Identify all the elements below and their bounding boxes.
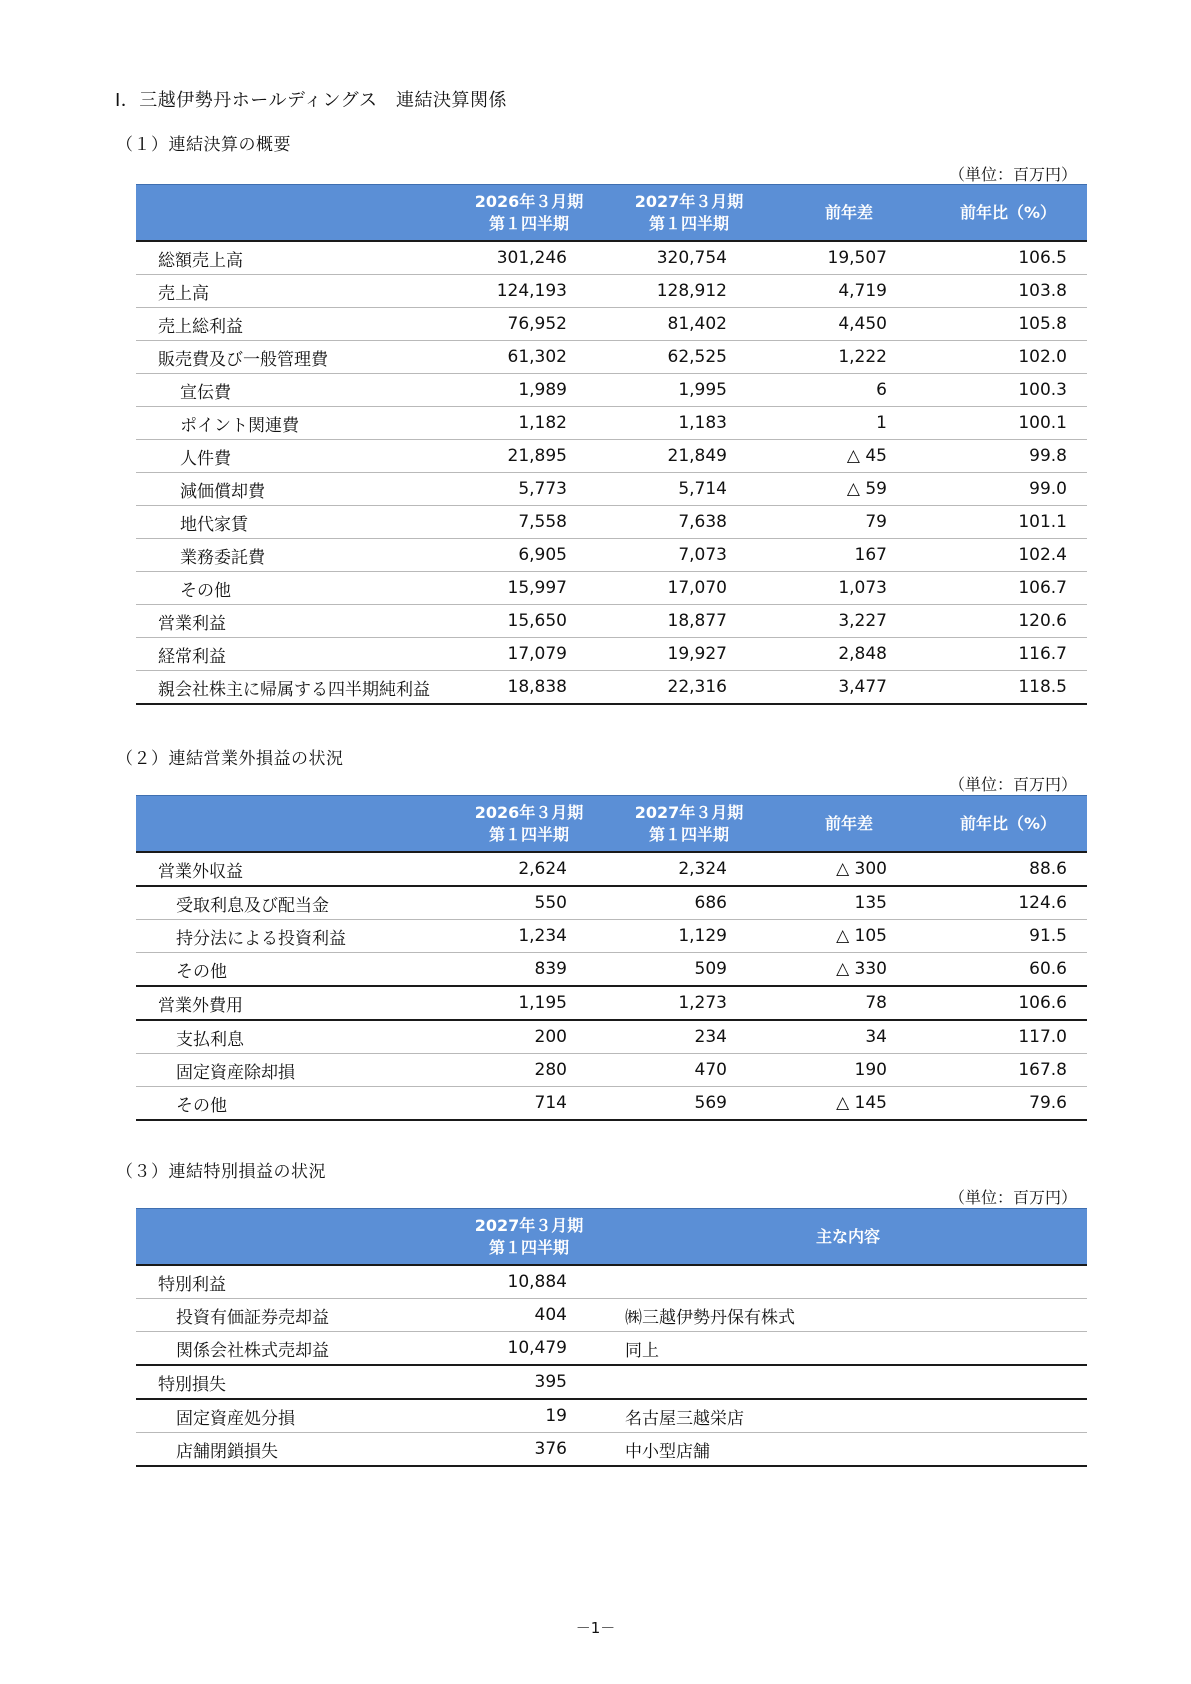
non-operating-table [136, 795, 1087, 1121]
cell-note [609, 1365, 1087, 1399]
cell-curr: 7,073 [609, 539, 769, 572]
consolidated-results-table [136, 184, 1087, 705]
table-row [136, 506, 1087, 539]
row-label: 親会社株主に帰属する四半期純利益 [136, 671, 449, 705]
row-label: 受取利息及び配当金 [136, 886, 449, 920]
cell-prev: 61,302 [449, 341, 609, 374]
cell-ratio: 118.5 [929, 671, 1087, 705]
cell-curr: 2,324 [609, 852, 769, 886]
row-label: 営業外費用 [136, 986, 449, 1020]
header-curr-period [449, 1209, 609, 1266]
table-row [136, 473, 1087, 506]
cell-note [609, 1265, 1087, 1299]
cell-curr: 376 [449, 1433, 609, 1467]
row-label: 特別損失 [136, 1365, 449, 1399]
cell-diff: △ 105 [769, 920, 929, 953]
row-label: ポイント関連費 [136, 407, 449, 440]
cell-ratio: 106.6 [929, 986, 1087, 1020]
cell-ratio: 105.8 [929, 308, 1087, 341]
table-header-row [136, 1209, 1087, 1266]
table-row [136, 1365, 1087, 1399]
cell-prev: 1,989 [449, 374, 609, 407]
header-curr-period [609, 185, 769, 242]
cell-curr: 1,995 [609, 374, 769, 407]
row-label: 特別利益 [136, 1265, 449, 1299]
cell-prev: 6,905 [449, 539, 609, 572]
header-yoy-ratio: 前年比（%） [929, 185, 1087, 242]
cell-curr: 62,525 [609, 341, 769, 374]
cell-diff: 4,719 [769, 275, 929, 308]
section3-unit-label: （単位：百万円） [948, 1188, 1077, 1207]
cell-ratio: 117.0 [929, 1020, 1087, 1054]
cell-diff: 4,450 [769, 308, 929, 341]
cell-ratio: 79.6 [929, 1087, 1087, 1121]
row-label: 固定資産除却損 [136, 1054, 449, 1087]
header-curr-period [609, 796, 769, 853]
table-row [136, 953, 1087, 987]
cell-ratio: 103.8 [929, 275, 1087, 308]
table-row [136, 1265, 1087, 1299]
header-prev-period-line2: 第１四半期 [488, 824, 569, 844]
cell-curr: 21,849 [609, 440, 769, 473]
table-row [136, 1332, 1087, 1366]
table-row [136, 241, 1087, 275]
cell-prev: 550 [449, 886, 609, 920]
cell-note: 同上 [609, 1332, 1087, 1366]
cell-diff: △ 59 [769, 473, 929, 506]
row-label: 支払利息 [136, 1020, 449, 1054]
cell-prev: 15,997 [449, 572, 609, 605]
cell-curr: 10,884 [449, 1265, 609, 1299]
row-label: 宣伝費 [136, 374, 449, 407]
header-prev-period [449, 796, 609, 853]
cell-curr: 5,714 [609, 473, 769, 506]
row-label: その他 [136, 1087, 449, 1121]
cell-curr: 686 [609, 886, 769, 920]
header-curr-period-line2: 第１四半期 [648, 213, 729, 233]
table-row [136, 341, 1087, 374]
cell-curr: 320,754 [609, 241, 769, 275]
cell-prev: 839 [449, 953, 609, 987]
cell-ratio: 88.6 [929, 852, 1087, 886]
table-header-row [136, 796, 1087, 853]
cell-diff: 78 [769, 986, 929, 1020]
header-curr-period-line1: 2027年３月期 [634, 802, 744, 822]
cell-ratio: 116.7 [929, 638, 1087, 671]
cell-diff: 3,227 [769, 605, 929, 638]
cell-ratio: 100.3 [929, 374, 1087, 407]
cell-curr: 395 [449, 1365, 609, 1399]
header-main-content: 主な内容 [609, 1209, 1087, 1266]
row-label: 業務委託費 [136, 539, 449, 572]
cell-ratio: 102.0 [929, 341, 1087, 374]
cell-prev: 17,079 [449, 638, 609, 671]
cell-note: 名古屋三越栄店 [609, 1399, 1087, 1433]
cell-diff: △ 330 [769, 953, 929, 987]
cell-ratio: 167.8 [929, 1054, 1087, 1087]
cell-prev: 714 [449, 1087, 609, 1121]
row-label: 営業利益 [136, 605, 449, 638]
table-row [136, 572, 1087, 605]
header-yoy-diff: 前年差 [769, 796, 929, 853]
table-row [136, 1087, 1087, 1121]
header-prev-period-line1: 2026年３月期 [474, 191, 584, 211]
cell-prev: 76,952 [449, 308, 609, 341]
table-row [136, 1054, 1087, 1087]
header-yoy-diff: 前年差 [769, 185, 929, 242]
header-empty [136, 185, 449, 242]
cell-ratio: 99.0 [929, 473, 1087, 506]
table-row [136, 1433, 1087, 1467]
cell-diff: 167 [769, 539, 929, 572]
cell-curr: 7,638 [609, 506, 769, 539]
table-row [136, 440, 1087, 473]
cell-diff: 2,848 [769, 638, 929, 671]
cell-diff: △ 145 [769, 1087, 929, 1121]
table-row [136, 1020, 1087, 1054]
cell-curr: 509 [609, 953, 769, 987]
row-label: 関係会社株式売却益 [136, 1332, 449, 1366]
cell-curr: 128,912 [609, 275, 769, 308]
cell-ratio: 99.8 [929, 440, 1087, 473]
cell-prev: 1,234 [449, 920, 609, 953]
row-label: 固定資産処分損 [136, 1399, 449, 1433]
cell-curr: 10,479 [449, 1332, 609, 1366]
section1-title: （１）連結決算の概要 [116, 135, 291, 155]
cell-prev: 301,246 [449, 241, 609, 275]
cell-curr: 569 [609, 1087, 769, 1121]
cell-curr: 18,877 [609, 605, 769, 638]
row-label: 営業外収益 [136, 852, 449, 886]
table-row [136, 275, 1087, 308]
cell-prev: 200 [449, 1020, 609, 1054]
table-row [136, 920, 1087, 953]
cell-curr: 81,402 [609, 308, 769, 341]
table-row [136, 605, 1087, 638]
section3-title: （３）連結特別損益の状況 [116, 1162, 326, 1182]
cell-curr: 17,070 [609, 572, 769, 605]
header-curr-period-line2: 第１四半期 [488, 1237, 569, 1257]
header-prev-period-line1: 2026年３月期 [474, 802, 584, 822]
row-label: 販売費及び一般管理費 [136, 341, 449, 374]
cell-diff: 1 [769, 407, 929, 440]
cell-diff: △ 45 [769, 440, 929, 473]
table-row [136, 638, 1087, 671]
cell-diff: 190 [769, 1054, 929, 1087]
row-label: 投資有価証券売却益 [136, 1299, 449, 1332]
cell-diff: 135 [769, 886, 929, 920]
header-empty [136, 1209, 449, 1266]
cell-curr: 19,927 [609, 638, 769, 671]
cell-prev: 15,650 [449, 605, 609, 638]
cell-curr: 234 [609, 1020, 769, 1054]
row-label: 売上総利益 [136, 308, 449, 341]
cell-curr: 470 [609, 1054, 769, 1087]
cell-ratio: 102.4 [929, 539, 1087, 572]
cell-prev: 5,773 [449, 473, 609, 506]
cell-diff: 19,507 [769, 241, 929, 275]
table-row [136, 1399, 1087, 1433]
header-curr-period-line2: 第１四半期 [648, 824, 729, 844]
section2-title: （２）連結営業外損益の状況 [116, 749, 344, 769]
row-label: 地代家賃 [136, 506, 449, 539]
cell-curr: 1,183 [609, 407, 769, 440]
table-header-row [136, 185, 1087, 242]
cell-prev: 124,193 [449, 275, 609, 308]
cell-note: 中小型店舗 [609, 1433, 1087, 1467]
cell-curr: 404 [449, 1299, 609, 1332]
row-label: その他 [136, 572, 449, 605]
cell-diff: 1,222 [769, 341, 929, 374]
page-title: Ⅰ．三越伊勢丹ホールディングス 連結決算関係 [115, 90, 507, 111]
row-label: 売上高 [136, 275, 449, 308]
cell-diff: △ 300 [769, 852, 929, 886]
header-prev-period-line2: 第１四半期 [488, 213, 569, 233]
table-row [136, 852, 1087, 886]
cell-prev: 7,558 [449, 506, 609, 539]
cell-diff: 34 [769, 1020, 929, 1054]
cell-prev: 1,182 [449, 407, 609, 440]
page-number: －1－ [575, 1619, 616, 1637]
row-label: その他 [136, 953, 449, 987]
cell-ratio: 101.1 [929, 506, 1087, 539]
cell-diff: 79 [769, 506, 929, 539]
cell-ratio: 120.6 [929, 605, 1087, 638]
row-label: 総額売上高 [136, 241, 449, 275]
table-row [136, 539, 1087, 572]
table-row [136, 407, 1087, 440]
cell-prev: 1,195 [449, 986, 609, 1020]
cell-prev: 21,895 [449, 440, 609, 473]
extraordinary-items-table [136, 1208, 1087, 1467]
cell-curr: 19 [449, 1399, 609, 1433]
row-label: 経常利益 [136, 638, 449, 671]
cell-diff: 1,073 [769, 572, 929, 605]
header-prev-period [449, 185, 609, 242]
cell-curr: 1,129 [609, 920, 769, 953]
table-row [136, 986, 1087, 1020]
cell-diff: 6 [769, 374, 929, 407]
cell-ratio: 106.7 [929, 572, 1087, 605]
table-row [136, 671, 1087, 705]
cell-ratio: 124.6 [929, 886, 1087, 920]
cell-ratio: 60.6 [929, 953, 1087, 987]
cell-ratio: 91.5 [929, 920, 1087, 953]
cell-prev: 18,838 [449, 671, 609, 705]
row-label: 店舗閉鎖損失 [136, 1433, 449, 1467]
header-curr-period-line1: 2027年３月期 [634, 191, 744, 211]
header-curr-period-line1: 2027年３月期 [474, 1215, 584, 1235]
table-row [136, 374, 1087, 407]
section2-unit-label: （単位：百万円） [948, 775, 1077, 794]
row-label: 持分法による投資利益 [136, 920, 449, 953]
section1-unit-label: （単位：百万円） [948, 165, 1077, 184]
cell-curr: 1,273 [609, 986, 769, 1020]
row-label: 減価償却費 [136, 473, 449, 506]
table-row [136, 308, 1087, 341]
cell-note: ㈱三越伊勢丹保有株式 [609, 1299, 1087, 1332]
table-row [136, 886, 1087, 920]
header-yoy-ratio: 前年比（%） [929, 796, 1087, 853]
header-empty [136, 796, 449, 853]
cell-prev: 2,624 [449, 852, 609, 886]
cell-diff: 3,477 [769, 671, 929, 705]
cell-curr: 22,316 [609, 671, 769, 705]
table-row [136, 1299, 1087, 1332]
cell-ratio: 106.5 [929, 241, 1087, 275]
cell-prev: 280 [449, 1054, 609, 1087]
row-label: 人件費 [136, 440, 449, 473]
cell-ratio: 100.1 [929, 407, 1087, 440]
